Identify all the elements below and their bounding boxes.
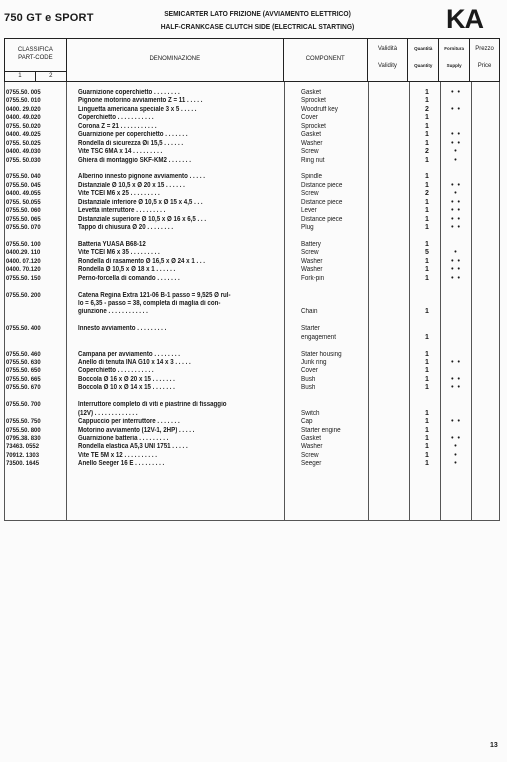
part-component: Spindle [301, 173, 323, 181]
part-quantity: 1 [425, 114, 429, 122]
row-spacer [0, 342, 507, 350]
table-row [0, 148, 507, 156]
part-supply: • • [451, 131, 461, 139]
part-description: Corona Z = 21 . . . . . . . . . . . [78, 122, 157, 130]
table-row [0, 131, 507, 139]
part-description: Cappuccio per interruttore . . . . . . . [78, 418, 180, 426]
part-supply: • • [451, 215, 461, 223]
part-quantity: 1 [425, 443, 429, 451]
part-code: 0755.50. 800 [6, 426, 41, 434]
header-part-code-label: PART-CODE [18, 55, 53, 61]
part-code: 0755. 50.025 [6, 139, 41, 147]
part-quantity: 1 [425, 333, 429, 341]
title-italian: SEMICARTER LATO FRIZIONE (AVVIAMENTO ELETTRICO) [164, 9, 351, 18]
part-code: 0755.50. 670 [6, 384, 41, 392]
part-supply: • • [451, 266, 461, 274]
table-row [0, 410, 507, 418]
table-row [0, 427, 507, 435]
part-component: Washer [301, 443, 323, 451]
table-row [0, 359, 507, 367]
part-quantity: 1 [425, 173, 429, 181]
header-price: Prezzo Price [475, 46, 494, 69]
part-component: engagement [301, 333, 337, 341]
part-component: Screw [301, 148, 319, 156]
part-code: 0755. 50.020 [6, 122, 41, 130]
part-supply: • • [451, 257, 461, 265]
part-quantity: 1 [425, 156, 429, 164]
part-code: 0755.50. 150 [6, 274, 41, 282]
part-description: Guarnizione batteria . . . . . . . . . [78, 434, 169, 442]
part-supply: • • [451, 359, 461, 366]
part-description: Levetta interruttore . . . . . . . . . [78, 207, 166, 215]
table-row [0, 452, 507, 460]
part-component: Washer [301, 257, 323, 265]
table-row [0, 241, 507, 249]
part-supply: • • [451, 181, 461, 189]
row-spacer [0, 283, 507, 291]
part-component: Seeger [301, 460, 322, 468]
part-quantity: 2 [425, 148, 429, 156]
part-supply: • • [451, 434, 461, 442]
part-quantity: 1 [425, 451, 429, 459]
part-component: Cover [301, 367, 318, 375]
part-component: Screw [301, 249, 319, 257]
part-supply: • • [451, 207, 461, 215]
part-description: Ghiera di montaggio SKF-KM2 . . . . . . . [78, 156, 191, 164]
header-validity: Validità Validity [368, 39, 409, 81]
part-component: Junk ring [301, 359, 327, 366]
part-quantity: 1 [425, 308, 429, 316]
part-supply: • [454, 443, 458, 451]
part-description: Distanziale inferiore Ø 10,5 x Ø 15 x 4,5 . . . [78, 198, 203, 206]
part-component: Bush [301, 384, 316, 392]
part-supply: • • [451, 375, 461, 383]
part-supply: • • [451, 384, 461, 392]
part-description: Rondella elastica A5,3 UNI 1751 . . . . . [78, 443, 188, 451]
table-row [0, 435, 507, 443]
part-component: Distance piece [301, 181, 343, 189]
table-row [0, 367, 507, 375]
table-row [0, 401, 507, 409]
part-description: Tappo di chiusura Ø 20 . . . . . . . . [78, 224, 174, 231]
part-quantity: 1 [425, 131, 429, 139]
part-code: 70912. 1303 [6, 451, 40, 459]
table-row [0, 384, 507, 392]
part-quantity: 1 [425, 89, 429, 96]
part-quantity: 1 [425, 384, 429, 392]
part-description: Alberino innesto pignone avviamento . . . . . [78, 173, 205, 181]
part-component: Bush [301, 375, 316, 383]
part-supply: • [454, 460, 458, 468]
table-row [0, 224, 507, 232]
part-code: 0400. 70.120 [6, 266, 41, 274]
part-description: Anello Seeger 16 E . . . . . . . . . [78, 460, 165, 468]
row-spacer [0, 317, 507, 325]
table-row [0, 89, 507, 97]
header-quantity: Quantità Quantity [408, 39, 439, 81]
part-supply: • • [451, 274, 461, 282]
part-description: Rondella di rasamento Ø 16,5 x Ø 24 x 1 . . . [78, 257, 206, 265]
part-quantity: 1 [425, 224, 429, 231]
part-quantity: 1 [425, 274, 429, 282]
part-supply: • • [451, 224, 461, 231]
part-supply: • [454, 156, 458, 164]
part-component: Plug [301, 224, 314, 231]
part-code: 0755.50. 200 [6, 291, 41, 299]
title-block [130, 7, 385, 33]
part-component: Battery [301, 240, 321, 248]
part-quantity: 1 [425, 198, 429, 206]
part-component: Ring nut [301, 156, 325, 164]
part-quantity: 1 [425, 207, 429, 215]
part-code: 0755.50. 005 [6, 89, 41, 96]
part-description: Interruttore completo di viti e piastrine di fissaggio [78, 401, 227, 409]
part-component: Starter engine [301, 426, 341, 434]
part-component: Switch [301, 409, 320, 417]
part-code: 0755. 50.030 [6, 156, 41, 164]
header-comp-label: COMPONENT [305, 56, 345, 62]
table-row [0, 97, 507, 105]
part-component: Gasket [301, 434, 321, 442]
header-component [284, 39, 368, 81]
table-row [0, 123, 507, 131]
part-component: Chain [301, 308, 318, 316]
part-quantity: 1 [425, 460, 429, 468]
part-quantity: 2 [425, 105, 429, 113]
part-code: 0755.50. 750 [6, 418, 41, 426]
part-code: 0755. 50.055 [6, 198, 41, 206]
part-description: Perno-forcella di comando . . . . . . . [78, 274, 180, 282]
table-row [0, 300, 507, 308]
part-description: Batteria YUASA B68-12 [78, 240, 146, 248]
part-description: Guarnizione per coperchietto . . . . . . . [78, 131, 188, 139]
part-description: (12V) . . . . . . . . . . . . . [78, 409, 138, 417]
part-description: Guarnizione coperchietto . . . . . . . . [78, 89, 180, 96]
table-row [0, 140, 507, 148]
table-row [0, 334, 507, 342]
part-description: Vite TCEI M6 x 25 . . . . . . . . . [78, 190, 160, 198]
part-quantity: 1 [425, 434, 429, 442]
header-classification [5, 39, 67, 81]
part-code: 0400. 49.030 [6, 148, 41, 156]
part-code: 0755.50. 630 [6, 359, 41, 366]
part-component: Sprocket [301, 97, 326, 105]
part-code: 0400. 49.055 [6, 190, 41, 198]
part-description: Rondella Ø 10,5 x Ø 18 x 1 . . . . . . [78, 266, 176, 274]
part-code: 0400. 49.025 [6, 131, 41, 139]
part-description: lo = 6,35 - passo = 38, completa di maglia di con- [78, 299, 221, 307]
part-quantity: 1 [425, 266, 429, 274]
part-code: 0755.50. 100 [6, 240, 41, 248]
table-header [4, 38, 500, 82]
table-row [0, 216, 507, 224]
part-supply: • • [451, 89, 461, 96]
table-row [0, 351, 507, 359]
part-quantity: 1 [425, 139, 429, 147]
table-row [0, 182, 507, 190]
part-quantity: 1 [425, 215, 429, 223]
part-code: 0400. 49.020 [6, 114, 41, 122]
part-quantity: 1 [425, 257, 429, 265]
part-description: Anello di tenuta INA G10 x 14 x 3 . . . . . [78, 359, 191, 366]
row-spacer [0, 232, 507, 240]
part-quantity: 1 [425, 240, 429, 248]
part-description: Boccola Ø 16 x Ø 20 x 15 . . . . . . . [78, 375, 175, 383]
part-code: 0400.29. 110 [6, 249, 41, 257]
model-name: 750 GT e SPORT [4, 12, 94, 24]
part-code: 0755.50. 460 [6, 350, 41, 358]
part-code: 0755.50. 040 [6, 173, 41, 181]
part-code: 0755.50. 400 [6, 325, 41, 333]
part-component: Gasket [301, 89, 321, 96]
table-row [0, 443, 507, 451]
part-supply: • [454, 190, 458, 198]
part-description: Coperchietto . . . . . . . . . . . [78, 367, 154, 375]
table-row [0, 157, 507, 165]
part-code: 0795.38. 830 [6, 434, 41, 442]
part-quantity: 1 [425, 359, 429, 366]
part-description: Vite TCEI M6 x 35 . . . . . . . . . [78, 249, 160, 257]
part-code: 0755.50. 700 [6, 401, 41, 409]
part-supply: • • [451, 139, 461, 147]
part-component: Distance piece [301, 198, 343, 206]
part-component: Sprocket [301, 122, 326, 130]
part-quantity: 2 [425, 190, 429, 198]
part-supply: • [454, 451, 458, 459]
parts-list [0, 89, 507, 469]
part-component: Gasket [301, 131, 321, 139]
part-quantity: 1 [425, 426, 429, 434]
part-quantity: 1 [425, 97, 429, 105]
part-code: 0755.50. 070 [6, 224, 41, 231]
part-quantity: 1 [425, 409, 429, 417]
part-description: Pignone motorino avviamento Z = 11 . . . . . [78, 97, 203, 105]
part-description: Linguetta americana speciale 3 x 5 . . . . . [78, 105, 197, 113]
part-quantity: 1 [425, 122, 429, 130]
part-quantity: 1 [425, 418, 429, 426]
part-description: Motorino avviamento (12V-1, 2HP) . . . . . [78, 426, 195, 434]
part-description: Vite TE 5M x 12 . . . . . . . . . . [78, 451, 157, 459]
part-description: Rondella di sicurezza Øi 15,5 . . . . . . [78, 139, 184, 147]
part-component: Distance piece [301, 215, 343, 223]
header-supply: Fornitura Supply [439, 39, 470, 81]
header-class-label: CLASSIFICA [17, 47, 53, 53]
header-sub-2: 2 [49, 73, 53, 79]
part-component: Screw [301, 451, 319, 459]
part-supply: • • [451, 198, 461, 206]
part-code: 0755.50. 650 [6, 367, 41, 375]
table-row [0, 114, 507, 122]
part-code: 0755.50. 065 [6, 215, 41, 223]
part-description: Distanziale Ø 10,5 x Ø 20 x 15 . . . . . . [78, 181, 185, 189]
part-supply: • • [451, 418, 461, 426]
part-component: Screw [301, 190, 319, 198]
part-description: Boccola Ø 10 x Ø 14 x 15 . . . . . . . [78, 384, 175, 392]
table-row [0, 249, 507, 257]
part-component: Starter [301, 325, 320, 333]
page-number: 13 [490, 742, 498, 749]
table-bottom-rule [4, 520, 500, 521]
part-supply: • [454, 249, 458, 257]
header-denom-label: DENOMINAZIONE [149, 56, 201, 62]
table-row [0, 308, 507, 316]
header-denomination [67, 39, 284, 81]
part-quantity: 1 [425, 350, 429, 358]
part-quantity: 1 [425, 375, 429, 383]
table-row [0, 258, 507, 266]
part-description: giunzione . . . . . . . . . . . . [78, 308, 148, 316]
part-component: Stater housing [301, 350, 342, 358]
part-code: 0755.50. 045 [6, 181, 41, 189]
part-description: Innesto avviamento . . . . . . . . . [78, 325, 167, 333]
part-code: 73500. 1645 [6, 460, 40, 468]
table-row [0, 190, 507, 198]
part-quantity: 1 [425, 367, 429, 375]
part-component: Cover [301, 114, 318, 122]
table-row [0, 199, 507, 207]
part-code: 0400. 29.020 [6, 105, 41, 113]
part-component: Lever [301, 207, 317, 215]
part-quantity: 5 [425, 249, 429, 257]
part-description: Coperchietto . . . . . . . . . . . [78, 114, 154, 122]
table-row [0, 292, 507, 300]
part-code: 0400. 07.120 [6, 257, 41, 265]
part-supply: • [454, 148, 458, 156]
table-row [0, 173, 507, 181]
part-code: 0755.50. 060 [6, 207, 41, 215]
table-row [0, 275, 507, 283]
table-row [0, 460, 507, 468]
part-code: 0755.50. 010 [6, 97, 41, 105]
part-supply: • • [451, 105, 461, 113]
part-component: Washer [301, 139, 323, 147]
table-row [0, 325, 507, 333]
part-component: Washer [301, 266, 323, 274]
part-quantity: 1 [425, 181, 429, 189]
table-row [0, 266, 507, 274]
table-row [0, 207, 507, 215]
row-spacer [0, 165, 507, 173]
part-description: Distanziale superiore Ø 10,5 x Ø 16 x 6,5 . . . [78, 215, 207, 223]
header-sub-1: 1 [5, 72, 36, 81]
part-code: 0755.50. 665 [6, 375, 41, 383]
section-code: KA [446, 4, 483, 34]
table-row [0, 418, 507, 426]
table-row [0, 376, 507, 384]
part-description: Vite TSC 6MA x 14 . . . . . . . . . [78, 148, 163, 156]
part-code: 73463. 0552 [6, 443, 40, 451]
part-description: Campana per avviamento . . . . . . . . [78, 350, 181, 358]
part-description: Catena Regina Extra 121-06 B-1 passo = 9,525 Ø rul- [78, 291, 231, 299]
title-english: HALF-CRANKCASE CLUTCH SIDE (ELECTRICAL STARTING) [160, 22, 355, 31]
table-row [0, 106, 507, 114]
row-spacer [0, 393, 507, 401]
part-component: Fork-pin [301, 274, 325, 282]
part-component: Cap [301, 418, 313, 426]
part-component: Woodruff key [301, 105, 338, 113]
